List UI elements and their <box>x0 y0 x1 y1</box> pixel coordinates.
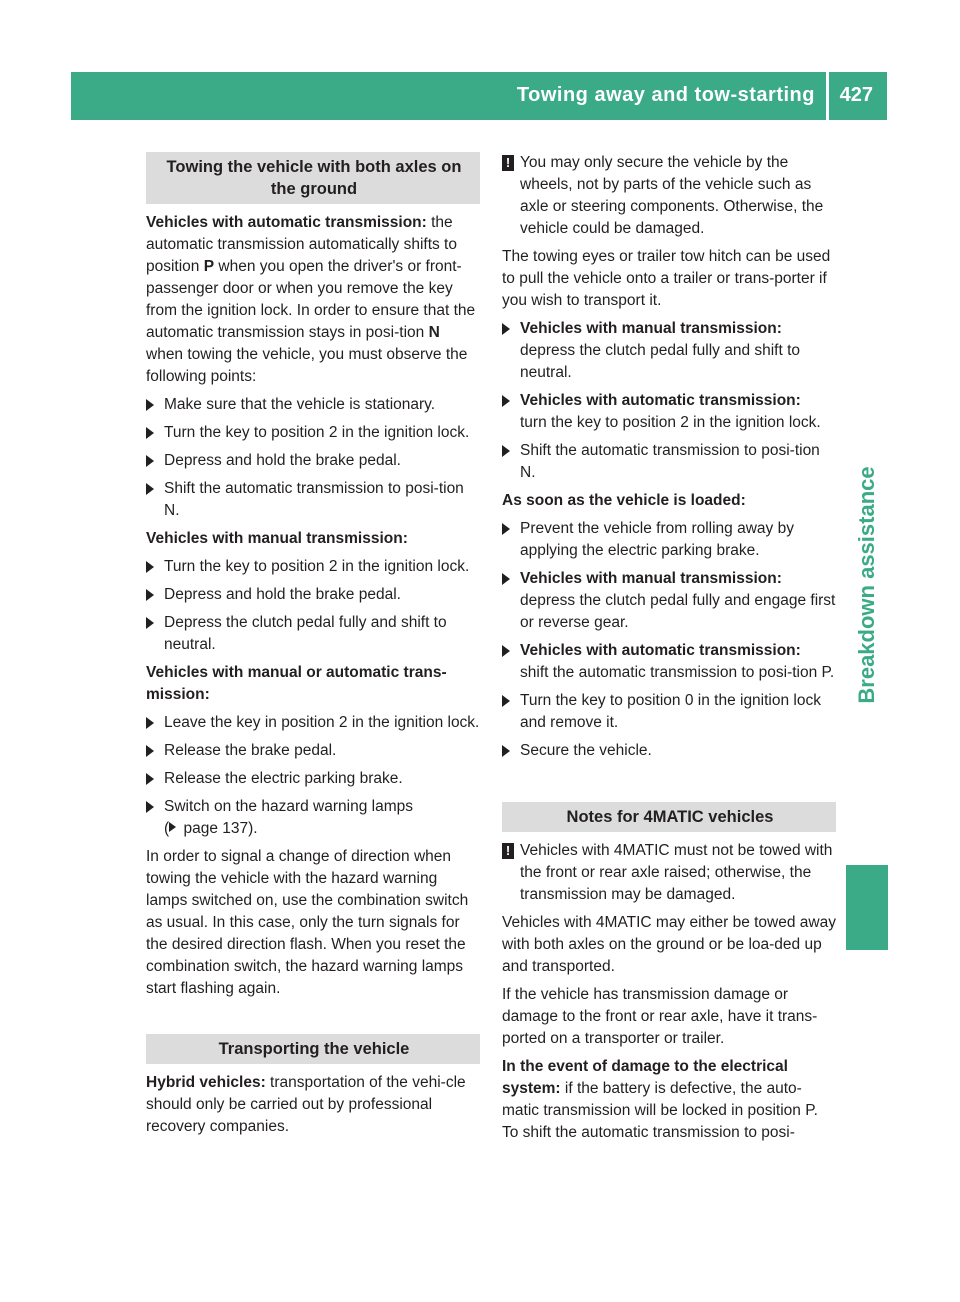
instruction-step: Leave the key in position 2 in the ignition lock. <box>146 712 480 734</box>
side-marker-block <box>846 865 888 950</box>
subheading: Vehicles with manual or automatic trans-mission: <box>146 664 447 703</box>
instruction-step: Vehicles with automatic transmission: turn the key to position 2 in the ignition lock. <box>502 390 836 434</box>
chapter-title: Towing away and tow-starting <box>516 84 815 106</box>
warning-icon: ! <box>502 843 514 859</box>
step-arrow-icon <box>502 573 510 585</box>
instruction-step: Prevent the vehicle from rolling away by applying the electric parking brake. <box>502 518 836 562</box>
section-side-tab <box>846 445 888 725</box>
instruction-step: Depress the clutch pedal fully and shift to neutral. <box>146 612 480 656</box>
instruction-step: Shift the automatic transmission to posi-tion N. <box>502 440 836 484</box>
left-column <box>146 152 480 1144</box>
instruction-step: Turn the key to position 2 in the ignition lock. <box>146 556 480 578</box>
instruction-step: Shift the automatic transmission to posi-tion N. <box>146 478 480 522</box>
right-column <box>502 152 836 1150</box>
step-arrow-icon <box>502 745 510 757</box>
instruction-step: Turn the key to position 2 in the ignition lock. <box>146 422 480 444</box>
instruction-step: Make sure that the vehicle is stationary. <box>146 394 480 416</box>
instruction-step: Vehicles with automatic transmission: shift the automatic transmission to posi-tion P. <box>502 640 836 684</box>
step-arrow-icon <box>146 773 154 785</box>
step-arrow-icon <box>146 455 154 467</box>
instruction-step: Vehicles with manual transmission: depress the clutch pedal fully and engage first or reverse gear. <box>502 568 836 634</box>
paragraph: In order to signal a change of direction when towing the vehicle with the hazard warning lamps switched on, use the combination switch as usual. In this case, only the turn signals for the desired direction flash. When you reset the combination switch, the hazard warning lamps start flashing again. <box>146 848 469 997</box>
step-arrow-icon <box>146 801 154 813</box>
paragraph: Vehicles with automatic transmission: the automatic transmission automatically shifts to position P when you open the driver's or front-passenger door or when you remove the key from the ignition lock. In order to ensure that the automatic transmission stays in posi-tion N when towing the vehicle, you must observe the following points: <box>146 214 476 385</box>
paragraph: Hybrid vehicles: transportation of the vehi-cle should only be carried out by professional recovery companies. <box>146 1074 466 1135</box>
instruction-step: Release the brake pedal. <box>146 740 480 762</box>
paragraph: In the event of damage to the electrical system: if the battery is defective, the auto-matic transmission will be locked in position P. To shift the automatic transmission to posi- <box>502 1058 818 1141</box>
warning-note: ! Vehicles with 4MATIC must not be towed with the front or rear axle raised; otherwise, the transmission may be damaged. <box>502 840 836 906</box>
step-arrow-icon <box>146 717 154 729</box>
step-arrow-icon <box>146 399 154 411</box>
step-arrow-icon <box>502 395 510 407</box>
instruction-step: Turn the key to position 0 in the ignition lock and remove it. <box>502 690 836 734</box>
paragraph: The towing eyes or trailer tow hitch can be used to pull the vehicle onto a trailer or trans-porter if you wish to transport it. <box>502 248 831 309</box>
instruction-step: Switch on the hazard warning lamps ( page 137). <box>146 796 480 840</box>
step-arrow-icon <box>146 589 154 601</box>
subheading: As soon as the vehicle is loaded: <box>502 492 746 509</box>
page-header <box>71 72 887 120</box>
side-tab-label: Breakdown assistance <box>854 466 879 704</box>
instruction-step: Depress and hold the brake pedal. <box>146 584 480 606</box>
paragraph: If the vehicle has transmission damage or damage to the front or rear axle, have it trans-ported on a transporter or trailer. <box>502 986 818 1047</box>
warning-icon: ! <box>502 155 514 171</box>
section-heading-transporting: Transporting the vehicle <box>146 1034 480 1064</box>
step-arrow-icon <box>146 745 154 757</box>
step-arrow-icon <box>146 483 154 495</box>
step-arrow-icon <box>502 645 510 657</box>
subheading: Vehicles with manual transmission: <box>146 530 408 547</box>
step-arrow-icon <box>502 323 510 335</box>
instruction-step: Release the electric parking brake. <box>146 768 480 790</box>
step-arrow-icon <box>146 561 154 573</box>
instruction-step: Vehicles with manual transmission: depress the clutch pedal fully and shift to neutral. <box>502 318 836 384</box>
section-heading-towing: Towing the vehicle with both axles on the ground <box>146 152 480 204</box>
step-arrow-icon <box>502 445 510 457</box>
step-arrow-icon <box>502 695 510 707</box>
page-number: 427 <box>839 84 873 106</box>
instruction-step: Secure the vehicle. <box>502 740 836 762</box>
warning-note: ! You may only secure the vehicle by the wheels, not by parts of the vehicle such as axle or steering components. Otherwise, the vehicle could be damaged. <box>502 152 836 240</box>
step-arrow-icon <box>146 427 154 439</box>
instruction-step: Depress and hold the brake pedal. <box>146 450 480 472</box>
section-heading-4matic: Notes for 4MATIC vehicles <box>502 802 836 832</box>
paragraph: Vehicles with 4MATIC may either be towed away with both axles on the ground or be loa-ded up and transported. <box>502 914 836 975</box>
step-arrow-icon <box>146 617 154 629</box>
page-reference-icon <box>169 822 176 832</box>
step-arrow-icon <box>502 523 510 535</box>
header-divider <box>826 72 829 120</box>
page-reference-link[interactable]: page 137). <box>179 820 258 837</box>
